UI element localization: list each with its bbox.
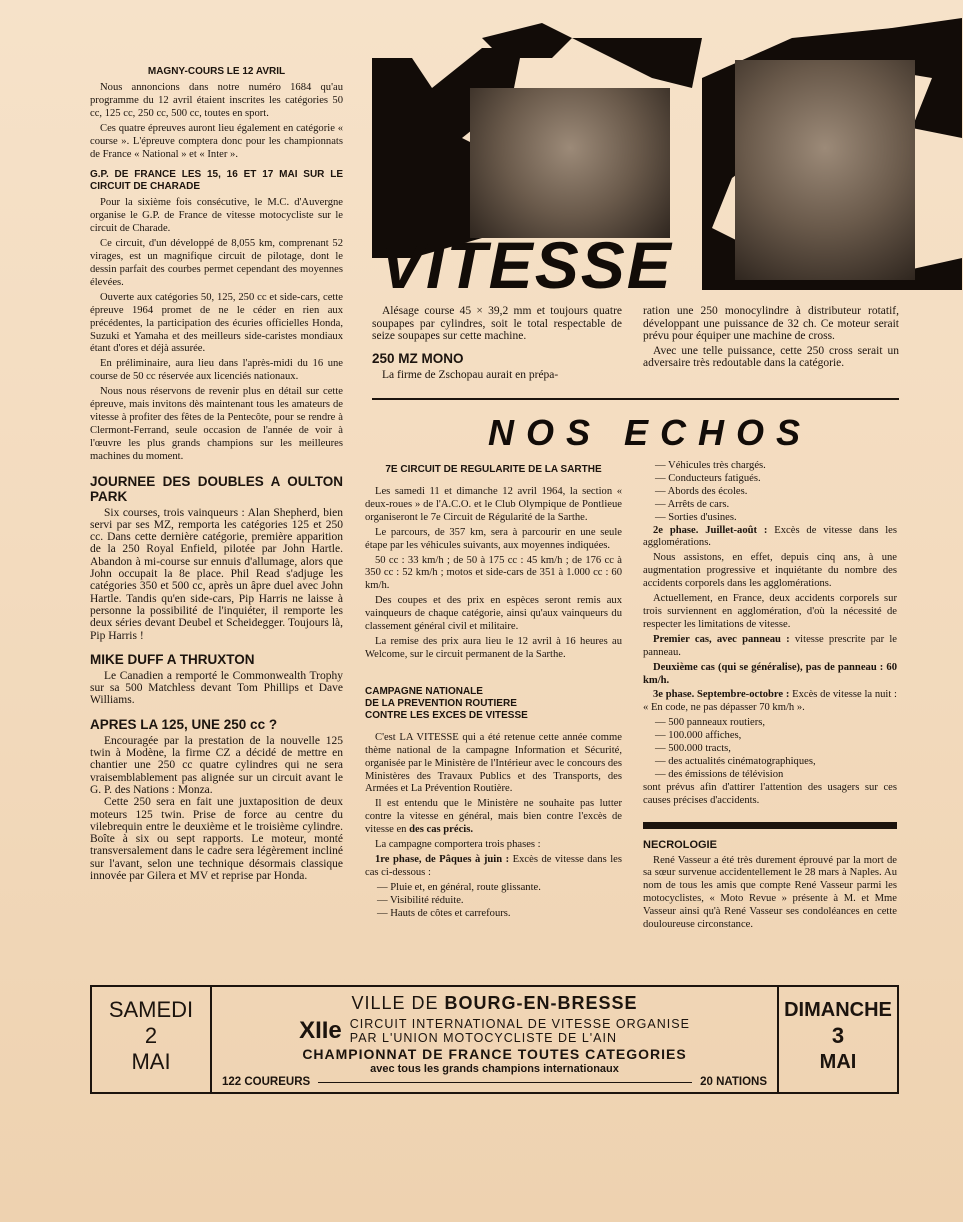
ad-sunday-month: MAI [819, 1051, 857, 1073]
gp-france-text-1: Pour la sixième fois consécutive, le M.C. d'Auvergne organise le G.P. de France de vitesse motocycliste sur le circuit de Charade. [90, 197, 343, 235]
magny-cours-heading: MAGNY-COURS LE 12 AVRIL [147, 66, 286, 77]
right-column [643, 460, 897, 934]
typed-section [90, 474, 343, 883]
list-item: — Visibilité réduite. [377, 894, 464, 906]
list-item: — des émissions de télévision [655, 768, 784, 780]
ad-champions: avec tous les grands champions internationaux [370, 1063, 619, 1075]
list-item: — Hauts de côtes et carrefours. [377, 907, 511, 919]
cz-250-heading: APRES LA 125, UNE 250 cc ? [90, 716, 278, 732]
ad-saturday-number: 2 [144, 1023, 158, 1048]
left-column [90, 60, 343, 882]
necrologie-heading: NECROLOGIE [643, 838, 717, 851]
magny-cours-text-1: Nous annoncions dans notre numéro 1684 qu'au programme du 12 avril étaient inscrites les catégories 50 cc, 125 cc, 250 cc, 500 cc, toutes en sport. [90, 82, 343, 119]
campagne-heading-3: CONTRE LES EXCES DE VITESSE [365, 709, 528, 721]
media-list [643, 717, 897, 782]
mz-text-4: Avec une telle puissance, cette 250 cross serait un adversaire très redoutable dans la catégorie. [643, 344, 899, 369]
sarthe-text-5: La remise des prix aura lieu le 12 avril à 16 heures au Welcome, sur le circuit permanent de la Sarthe. [365, 635, 622, 660]
case2-text: Deuxième cas (qui se généralise), pas de panneau : 60 km/h. [643, 661, 897, 686]
rider-photo-left [470, 88, 670, 238]
phase2-text-2: Nous assistons, en effet, depuis cinq ans, à une augmentation progressive et inquiétante du nombre des accidents corporels dans les agglomérations. [643, 552, 897, 590]
ad-sunday-day: DIMANCHE [784, 999, 892, 1021]
gp-france-heading: G.P. DE FRANCE LES 15, 16 ET 17 MAI SUR LE CIRCUIT DE CHARADE [90, 169, 343, 193]
ad-center [214, 987, 775, 1092]
ad-riders: 122 COUREURS [222, 1076, 311, 1088]
list-item: — Conducteurs fatigués. [655, 472, 761, 484]
cases-list-2 [643, 460, 897, 525]
ad-circuit-line-1: CIRCUIT INTERNATIONAL DE VITESSE ORGANISE [349, 1017, 690, 1031]
middle-column [365, 458, 622, 920]
ad-circuit-line-2: PAR L'UNION MOTOCYCLISTE DE L'AIN [349, 1031, 617, 1045]
necrologie-rule [643, 822, 897, 829]
ad-sunday-number: 3 [831, 1023, 845, 1048]
nos-echos-title: NOS ECHOS [488, 412, 813, 453]
phase3-text: 3e phase. Septembre-octobre : Excès de vitesse la nuit : « En code, ne pas dépasser 70 km/h ». [643, 689, 897, 714]
ad-nations: 20 NATIONS [700, 1076, 767, 1088]
ad-saturday-month: MAI [131, 1049, 171, 1074]
ad-edition: XIIe [299, 1017, 342, 1044]
gp-france-text-3: Ouverte aux catégories 50, 125, 250 cc et side-cars, cette épreuve 1964 promet de ne le céder en rien aux précédentes, la participation des écuries officielles Honda, Suzuki et Yamaha et des meilleurs side-caristes mondiaux étant d'ores et déjà assurée. [90, 291, 343, 355]
list-item: — 100.000 affiches, [655, 730, 742, 742]
section-divider [372, 398, 899, 400]
list-item: — Pluie et, en général, route glissante. [377, 881, 541, 893]
sarthe-text-3: 50 cc : 33 km/h ; de 50 à 175 cc : 45 km/h ; de 176 cc à 350 cc : 52 km/h ; motos et side-cars de 351 à 1.000 cc : 60 km/h. [365, 554, 622, 592]
phase2-text-3: Actuellement, en France, deux accidents corporels sur trois surviennent en agglomération, d'où la nécessité de respecter les limitations de vitesse. [643, 593, 897, 630]
mike-duff-heading: MIKE DUFF A THRUXTON [90, 651, 255, 667]
campagne-heading-1: CAMPAGNE NATIONALE [365, 685, 483, 697]
cases-list-1 [365, 882, 622, 921]
gp-france-text-4: En préliminaire, aura lieu dans l'après-midi du 16 une course de 50 cc réservée aux licenciés nationaux. [90, 358, 343, 383]
ad-city: VILLE DE BOURG-EN-BRESSE [351, 993, 638, 1013]
case1-text: Premier cas, avec panneau : vitesse prescrite par le panneau. [643, 633, 897, 658]
cz-250-text-2: Cette 250 sera en fait une juxtaposition de deux moteurs 125 twin. Prise de force au centre du vilebrequin entre le deuxième et le troisième cylindre. Boîte à six ou sept rapports. Le moteur, monté transversalement dans le cadre sera légèrement incliné sur l'avant, selon une technique désormais classique innovée par Gilera et MV et reprise par Honda. [90, 796, 343, 882]
list-item: — Abords des écoles. [655, 485, 748, 497]
mz-text-1: Alésage course 45 × 39,2 mm et toujours quatre soupapes par cylindres, soit le total respectable de seize soupapes sur cette machine. [372, 305, 622, 342]
vitesse-title: VITESSE [380, 228, 673, 302]
list-item: — Arrêts de cars. [655, 498, 730, 510]
ad-stats [214, 1076, 775, 1088]
ad-circuit [214, 1017, 775, 1045]
list-item: — Véhicules très chargés. [655, 460, 766, 471]
mz-text-3: ration une 250 monocylindre à distributeur rotatif, développant une puissance de 32 ch. Ce moteur serait prévu pour équiper une machine de cross. [643, 305, 899, 342]
ad-championship: CHAMPIONNAT DE FRANCE TOUTES CATEGORIES [302, 1046, 687, 1062]
campagne-text-4: 1re phase, de Pâques à juin : Excès de vitesse dans les cas ci-dessous : [365, 853, 622, 878]
rider-photo-right [735, 60, 915, 280]
mz-text-2: La firme de Zschopau aurait en prépa- [382, 368, 559, 381]
list-item: — Sorties d'usines. [655, 511, 737, 523]
campagne-text-1: C'est LA VITESSE qui a été retenue cette année comme thème national de la campagne Information et Sécurité, organisée par le Ministère de l'Intérieur avec le concours des Ministères des Travaux Publics et des Transports, des Armées et La Prévention Routière. [365, 731, 622, 795]
ad-sunday [777, 987, 897, 1092]
sarthe-text-4: Des coupes et des prix en espèces seront remis aux vainqueurs de chaque catégorie, ainsi qu'aux vainqueurs du classement général civil et militaire. [365, 595, 622, 633]
necrologie-text: René Vasseur a été très durement éprouvé par la mort de sa sœur survenue accidentellement le 28 mars à Naples. Au nom de tous les amis que compte René Vasseur parmi les motocyclistes, « Moto Revue » présente à M. et Mme Vasseur ainsi qu'à René Vasseur ses condoléances en cette douloureuse circonstance. [643, 854, 897, 931]
phase2-text: 2e phase. Juillet-août : Excès de vitesse dans les agglomérations. [643, 524, 897, 549]
mz-column-right [643, 305, 899, 372]
gp-france-text-2: Ce circuit, d'un développé de 8,055 km, comprenant 52 virages, est un magnifique circuit de pilotage, dont le dessin parfait des courbes permet cependant des moyennes élevées. [90, 238, 343, 288]
magny-cours-text-2: Ces quatre épreuves auront lieu également en catégorie « course ». L'épreuve comptera donc pour les championnats de France « National » et « Inter ». [90, 122, 343, 160]
bourg-en-bresse-ad [90, 985, 899, 1094]
mz-column [372, 305, 622, 383]
mike-duff-text: Le Canadien a remporté le Commonwealth Trophy sur sa 500 Matchless devant Tom Phillips et Dave Williams. [90, 669, 343, 707]
gp-france-text-5: Nous nous réservons de revenir plus en détail sur cette épreuve, mais invitons dès maintenant tous les amateurs de vitesse à profiter des fêtes de la Pentecôte, pour se rendre à Clermont-Ferrand, seule occasion de l'année de voir à l'œuvre les plus grands champions sur les meilleures machines du moment. [90, 386, 343, 462]
oulton-park-heading: JOURNEE DES DOUBLES A OULTON PARK [90, 473, 343, 504]
campagne-text-2: Il est entendu que le Ministère ne souhaite pas lutter contre la vitesse en général, mais bien contre l'excès de vitesse en des cas précis. [365, 798, 622, 836]
list-item: — 500.000 tracts, [655, 743, 731, 755]
ad-saturday [92, 987, 212, 1092]
cz-250-text-1: Encouragée par la prestation de la nouvelle 125 twin à Modène, la firme CZ a décidé de mettre en chantier une 250 cc quatre cylindres qui ne sera vraisemblablement pas alignée sur un circuit avant le G. P. des Nations : Monza. [90, 734, 343, 796]
list-item: — des actualités cinématographiques, [655, 755, 816, 767]
media-text: sont prévus afin d'attirer l'attention des usagers sur ces causes précises d'accidents. [643, 781, 897, 806]
list-item: — 500 panneaux routiers, [655, 717, 766, 729]
ad-saturday-day: SAMEDI [108, 997, 194, 1022]
sarthe-heading: 7E CIRCUIT DE REGULARITE DE LA SARTHE [385, 464, 602, 475]
sarthe-text-2: Le parcours, de 357 km, sera à parcourir en une seule étape par les véhicules suivants, aux moyennes indiquées. [365, 526, 622, 551]
mz-mono-heading: 250 MZ MONO [372, 350, 464, 366]
oulton-park-text: Six courses, trois vainqueurs : Alan Shepherd, bien servi par ses MZ, remporta les catégories 125 et 250 cc. Dans cette dernière catégorie, première apparition de la 250 Royal Enfield, pilotée par John Hartle. Abandon à mi-course sur ennuis d'allumage, alors que John occupait la 8e place. Phil Read s'adjuge les catégories 350 et 500 cc, après un âpre duel avec John Hartle. Tandis qu'en side-cars, Pip Harris ne laisse à personne la possibilité de l'inquiéter, il remporte les deux séries devant Deubel et Scheidegger. Toujours là, Pip Harris ! [90, 506, 343, 642]
campagne-heading-2: DE LA PREVENTION ROUTIERE [365, 697, 517, 709]
sarthe-text-1: Les samedi 11 et dimanche 12 avril 1964, la section « deux-roues » de l'A.C.O. et le Club Olympique de Pontlieue organiseront le 7e Circuit de Régularité de la Sarthe. [365, 486, 622, 523]
campagne-text-3: La campagne comportera trois phases : [375, 839, 541, 851]
